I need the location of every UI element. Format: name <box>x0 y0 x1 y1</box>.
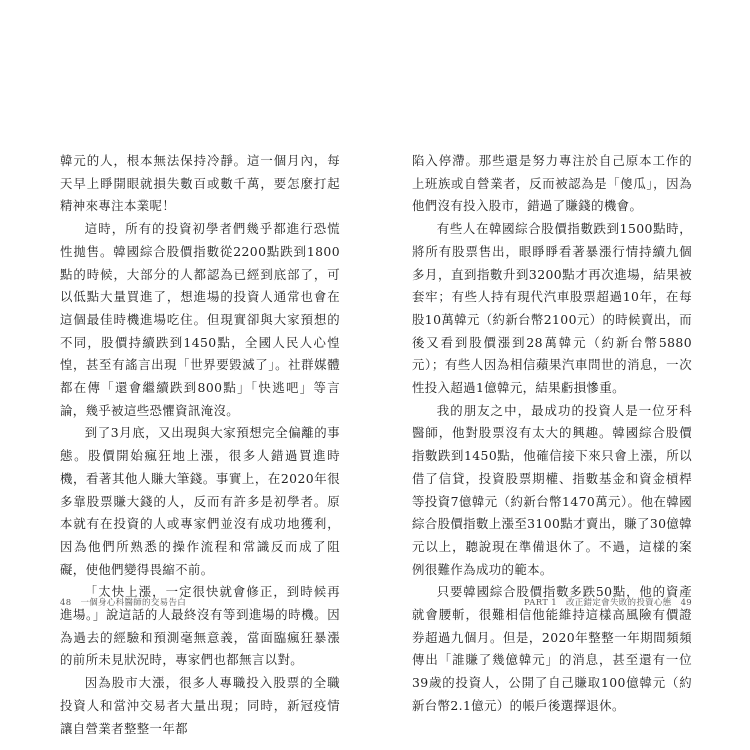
left-page-number: 48 <box>60 598 72 608</box>
right-paragraph-3: 我的朋友之中，最成功的投資人是一位牙科醫師，他對股票沒有太大的興趣。韓國綜合股價指數跌到1450點，他確信接下來只會上漲，所以借了信貸，投資股票期權、指數基金和資金槓桿等投資7億韓元（約新台幣1470萬元）。他在韓國綜合股價指數上漲至3100點才賣出，賺了30億韓元以上，聽說現在準備退休了。不過，這樣的案例很難作為成功的範本。 <box>412 402 692 577</box>
right-paragraph-1: 陷入停滯。那些還是努力專注於自己原本工作的上班族或自營業者，反而被認為是「傻瓜」，因為他們沒有投入股市，錯過了賺錢的機會。 <box>412 153 692 214</box>
right-paragraph-4: 只要韓國綜合股價指數多跌50點，他的資產就會腰斬，很難相信他能維持這樣高風險有價證券超過九個月。但是，2020年整整一年期間頻頻傳出「誰賺了幾億韓元」的消息，甚至還有一位39歲的投資人，公開了自己賺取100億韓元（約新台幣2.1億元）的帳戶後選擇退休。 <box>412 584 692 713</box>
left-paragraph-2: 這時，所有的投資初學者們幾乎都進行恐慌性拋售。韓國綜合股價指數從2200點跌到1800點的時候，大部分的人都認為已經到底部了，可以低點大量買進了，想進場的投資人通常也會在這個最佳時機進場吃住。但現實卻與大家預想的不同，股價持續跌到1450點，全國人民人心惶惶，甚至有謠言出現「世界要毀滅了」。社群媒體都在傳「還會繼續跌到800點」「快逃吧」等言論，幾乎被這些恐懼資訊淹沒。 <box>60 221 340 418</box>
left-paragraph-5: 因為股市大漲，很多人專職投入股票的全職投資人和當沖交易者大量出現；同時，新冠疫情讓自營業者整整一年都 <box>60 675 340 736</box>
left-page-body <box>60 150 340 740</box>
right-paragraph-2: 有些人在韓國綜合股價指數跌到1500點時，將所有股票售出，眼睜睜看著暴漲行情持續九個多月，直到指數升到3200點才再次進場，結果被套牢；有些人持有現代汽車股票超過10年，在每股10萬韓元（約新台幣2100元）的時候賣出，而後又看到股價漲到28萬韓元（約新台幣5880元）；有些人因為相信蘋果汽車問世的消息，一次性投入超過1億韓元，結果虧損慘重。 <box>412 221 692 396</box>
left-paragraph-3: 到了3月底，又出現與大家預想完全偏離的事態。股價開始瘋狂地上漲，很多人錯過買進時機，看著其他人賺大筆錢。事實上，在2020年很多靠股票賺大錢的人，反而有許多是初學者。原本就有在投資的人或專家們並沒有成功地獲利，因為他們所熟悉的操作流程和常識反而成了阻礙，使他們變得畏縮不前。 <box>60 425 340 577</box>
right-page-footer <box>524 596 692 608</box>
left-paragraph-1: 韓元的人，根本無法保持冷靜。這一個月內，每天早上睜開眼就損失數百或數千萬，要怎麼打起精神來專注本業呢！ <box>60 153 340 214</box>
right-page-number: 49 <box>680 598 692 608</box>
left-running-title: 一個身心科醫師的交易告白 <box>80 598 187 608</box>
right-running-title: 改正錯定會失敗的投資心態 <box>565 598 672 608</box>
right-page-body <box>412 150 692 718</box>
right-section-label: PART 1 <box>524 598 557 608</box>
left-page-footer <box>60 596 186 608</box>
left-paragraph-4: 「太快上漲，一定很快就會修正，到時候再進場。」說這話的人最終沒有等到進場的時機。因為過去的經驗和預測毫無意義，當面臨瘋狂暴漲的前所未見狀況時，專家們也都無言以對。 <box>60 584 340 668</box>
